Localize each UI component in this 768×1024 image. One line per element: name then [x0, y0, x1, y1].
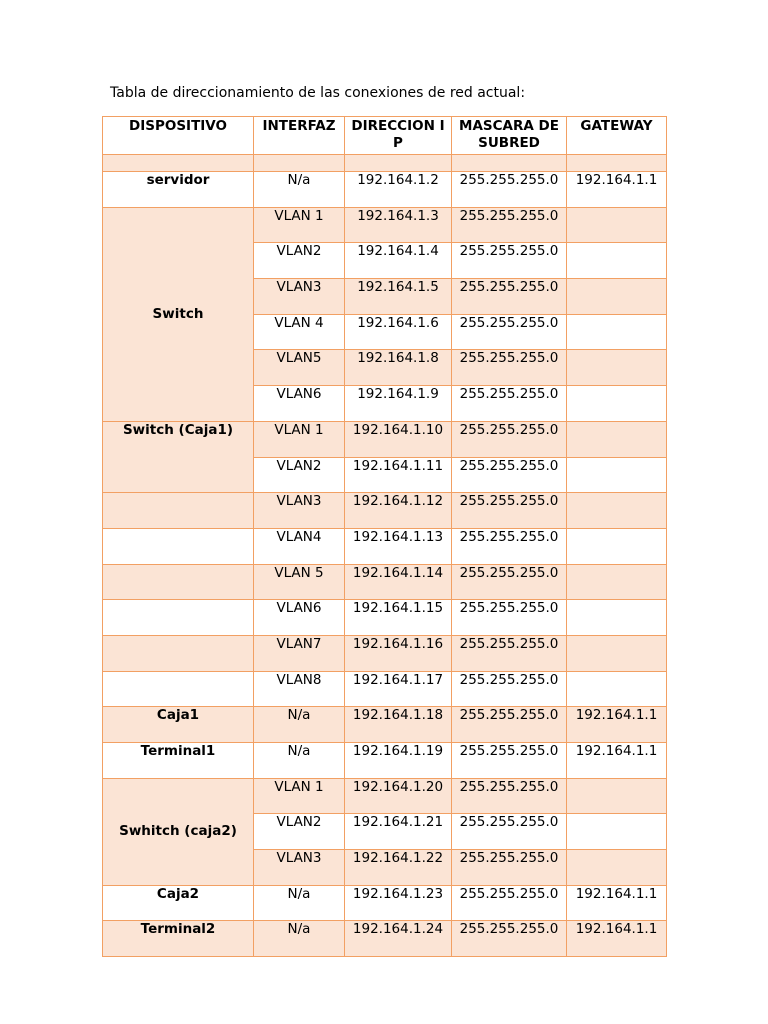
- cell-ip: 192.164.1.2: [345, 172, 452, 208]
- cell-mascara: 255.255.255.0: [452, 350, 567, 386]
- cell-interfaz: VLAN2: [254, 457, 345, 493]
- cell-gateway: 192.164.1.1: [567, 707, 667, 743]
- table-row: [103, 743, 667, 779]
- table-header-row: [103, 117, 667, 155]
- table-row: [103, 421, 667, 457]
- header-direccion-ip: DIRECCION IP: [345, 117, 452, 155]
- cell-interfaz: VLAN 1: [254, 778, 345, 814]
- cell-mascara: 255.255.255.0: [452, 421, 567, 457]
- cell-gateway: [567, 279, 667, 315]
- header-gateway: GATEWAY: [567, 117, 667, 155]
- cell-interfaz: N/a: [254, 172, 345, 208]
- cell-gateway: [567, 850, 667, 886]
- cell-gateway: [567, 635, 667, 671]
- cell-ip: 192.164.1.18: [345, 707, 452, 743]
- cell-mascara: 255.255.255.0: [452, 207, 567, 243]
- cell-interfaz: VLAN3: [254, 279, 345, 315]
- cell-gateway: [567, 457, 667, 493]
- cell-ip: 192.164.1.20: [345, 778, 452, 814]
- cell-interfaz: N/a: [254, 707, 345, 743]
- table-row: [103, 207, 667, 243]
- cell-device-empty: [103, 600, 254, 636]
- cell-ip: 192.164.1.15: [345, 600, 452, 636]
- cell-interfaz: VLAN3: [254, 850, 345, 886]
- cell-gateway: [567, 814, 667, 850]
- cell-mascara: 255.255.255.0: [452, 743, 567, 779]
- cell-mascara: 255.255.255.0: [452, 457, 567, 493]
- table-row: [103, 671, 667, 707]
- cell-gateway: [567, 671, 667, 707]
- cell-gateway: [567, 778, 667, 814]
- cell-mascara: 255.255.255.0: [452, 707, 567, 743]
- cell-interfaz: VLAN2: [254, 814, 345, 850]
- cell-interfaz: VLAN 4: [254, 314, 345, 350]
- cell-mascara: 255.255.255.0: [452, 778, 567, 814]
- cell-gateway: 192.164.1.1: [567, 885, 667, 921]
- cell-interfaz: VLAN 1: [254, 421, 345, 457]
- cell-ip: 192.164.1.24: [345, 921, 452, 957]
- table-row: [103, 921, 667, 957]
- cell-ip: 192.164.1.5: [345, 279, 452, 315]
- cell-interfaz: N/a: [254, 885, 345, 921]
- table-row: [103, 493, 667, 529]
- cell-mascara: 255.255.255.0: [452, 314, 567, 350]
- cell-mascara: 255.255.255.0: [452, 850, 567, 886]
- device-terminal2: Terminal2: [103, 921, 254, 957]
- cell-ip: 192.164.1.23: [345, 885, 452, 921]
- cell-ip: 192.164.1.12: [345, 493, 452, 529]
- cell-ip: 192.164.1.10: [345, 421, 452, 457]
- cell-mascara: 255.255.255.0: [452, 564, 567, 600]
- table-row: [103, 885, 667, 921]
- cell-device-empty: [103, 635, 254, 671]
- cell-gateway: [567, 386, 667, 422]
- cell-mascara: 255.255.255.0: [452, 600, 567, 636]
- addressing-table: [102, 116, 667, 957]
- cell-mascara: 255.255.255.0: [452, 885, 567, 921]
- cell-ip: 192.164.1.3: [345, 207, 452, 243]
- cell-ip: 192.164.1.16: [345, 635, 452, 671]
- cell-interfaz: VLAN2: [254, 243, 345, 279]
- cell-gateway: [567, 421, 667, 457]
- cell-mascara: 255.255.255.0: [452, 921, 567, 957]
- table-row: [103, 600, 667, 636]
- header-dispositivo: DISPOSITIVO: [103, 117, 254, 155]
- cell-mascara: 255.255.255.0: [452, 528, 567, 564]
- cell-ip: 192.164.1.17: [345, 671, 452, 707]
- header-mascara: MASCARA DE SUBRED: [452, 117, 567, 155]
- table-row: [103, 528, 667, 564]
- device-switch-caja1: Switch (Caja1): [103, 421, 254, 492]
- cell-gateway: [567, 207, 667, 243]
- cell-gateway: 192.164.1.1: [567, 172, 667, 208]
- cell-interfaz: VLAN6: [254, 600, 345, 636]
- device-switch: Switch: [103, 207, 254, 421]
- cell-device-empty: [103, 493, 254, 529]
- cell-mascara: 255.255.255.0: [452, 493, 567, 529]
- cell-gateway: 192.164.1.1: [567, 743, 667, 779]
- cell-mascara: 255.255.255.0: [452, 671, 567, 707]
- cell-gateway: [567, 243, 667, 279]
- cell-device-empty: [103, 528, 254, 564]
- cell-gateway: [567, 314, 667, 350]
- cell-interfaz: N/a: [254, 743, 345, 779]
- spacer-row: [103, 155, 667, 172]
- table-row: [103, 635, 667, 671]
- cell-interfaz: VLAN3: [254, 493, 345, 529]
- cell-interfaz: VLAN7: [254, 635, 345, 671]
- cell-mascara: 255.255.255.0: [452, 172, 567, 208]
- cell-gateway: [567, 528, 667, 564]
- cell-ip: 192.164.1.4: [345, 243, 452, 279]
- cell-device-empty: [103, 671, 254, 707]
- cell-interfaz: N/a: [254, 921, 345, 957]
- cell-interfaz: VLAN4: [254, 528, 345, 564]
- cell-mascara: 255.255.255.0: [452, 279, 567, 315]
- device-caja1: Caja1: [103, 707, 254, 743]
- cell-gateway: [567, 564, 667, 600]
- cell-ip: 192.164.1.22: [345, 850, 452, 886]
- cell-interfaz: VLAN6: [254, 386, 345, 422]
- cell-ip: 192.164.1.14: [345, 564, 452, 600]
- cell-interfaz: VLAN 1: [254, 207, 345, 243]
- cell-gateway: 192.164.1.1: [567, 921, 667, 957]
- device-caja2: Caja2: [103, 885, 254, 921]
- cell-interfaz: VLAN 5: [254, 564, 345, 600]
- cell-ip: 192.164.1.9: [345, 386, 452, 422]
- cell-interfaz: VLAN8: [254, 671, 345, 707]
- cell-ip: 192.164.1.6: [345, 314, 452, 350]
- cell-mascara: 255.255.255.0: [452, 635, 567, 671]
- cell-ip: 192.164.1.13: [345, 528, 452, 564]
- table-row: [103, 172, 667, 208]
- cell-ip: 192.164.1.21: [345, 814, 452, 850]
- table-caption: Tabla de direccionamiento de las conexiones de red actual:: [110, 85, 526, 101]
- cell-mascara: 255.255.255.0: [452, 814, 567, 850]
- cell-gateway: [567, 350, 667, 386]
- device-servidor: servidor: [103, 172, 254, 208]
- header-interfaz: INTERFAZ: [254, 117, 345, 155]
- cell-device-empty: [103, 564, 254, 600]
- table-row: [103, 707, 667, 743]
- cell-ip: 192.164.1.11: [345, 457, 452, 493]
- table-row: [103, 778, 667, 814]
- cell-mascara: 255.255.255.0: [452, 243, 567, 279]
- cell-mascara: 255.255.255.0: [452, 386, 567, 422]
- cell-gateway: [567, 600, 667, 636]
- cell-interfaz: VLAN5: [254, 350, 345, 386]
- cell-gateway: [567, 493, 667, 529]
- device-swhitch-caja2: Swhitch (caja2): [103, 778, 254, 885]
- device-terminal1: Terminal1: [103, 743, 254, 779]
- cell-ip: 192.164.1.19: [345, 743, 452, 779]
- cell-ip: 192.164.1.8: [345, 350, 452, 386]
- table-row: [103, 564, 667, 600]
